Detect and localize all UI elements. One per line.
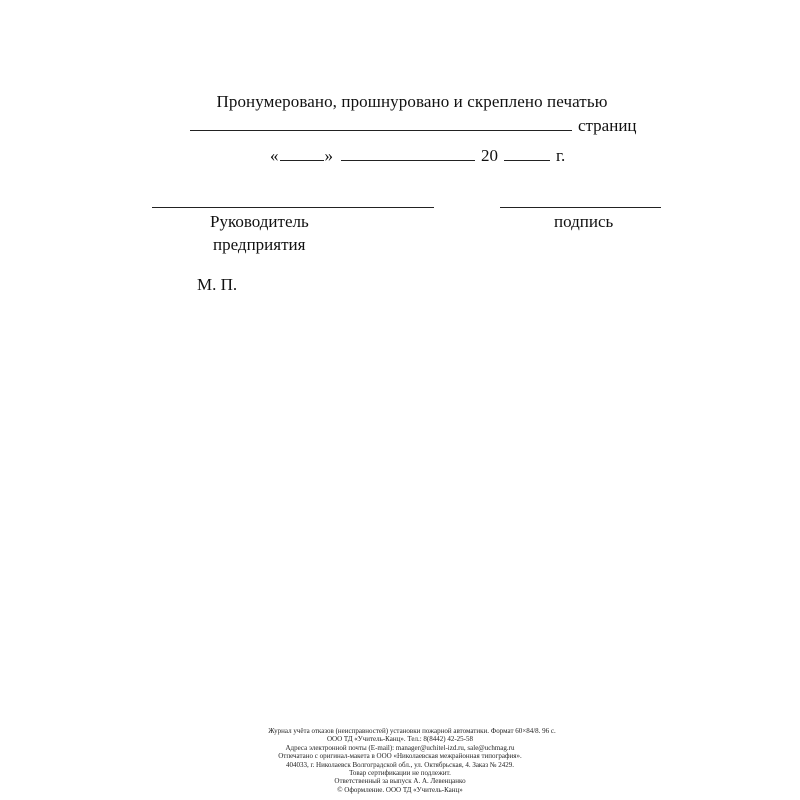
imprint-line: Адреса электронной почты (E-mail): manager@uchitel-izd.ru, sale@uchmag.ru (285, 743, 515, 752)
imprint-line: Журнал учёта отказов (неисправностей) установки пожарной автоматики. Формат 60×84/8. 96 с. (268, 727, 556, 735)
director-name-line (152, 207, 434, 208)
open-quote: « (270, 146, 279, 165)
imprint-line: ООО ТД «Учитель-Канц». Тел.: 8(8442) 42-25-58 (327, 735, 473, 744)
day-blank (280, 146, 324, 161)
pages-count-blank (190, 116, 572, 131)
year-prefix: 20 (481, 146, 498, 165)
director-label: Руководитель (210, 212, 309, 231)
imprint-block (0, 727, 800, 794)
month-blank (341, 146, 475, 161)
year-suffix: г. (556, 146, 566, 165)
imprint-line: Отпечатано с оригинал-макета в ООО «Николаевская межрайонная типография». (278, 752, 522, 761)
signature-label: подпись (554, 212, 614, 231)
year-blank (504, 146, 550, 161)
stamp-label: М. П. (197, 275, 238, 294)
imprint-line: 404033, г. Николаевск Волгоградской обл., ул. Октябрьская, 4. Заказ № 2429. (285, 760, 515, 769)
imprint-line: Ответственный за выпуск А. А. Левенцанко (334, 777, 466, 786)
pages-word: страниц (578, 116, 637, 135)
imprint-line: Товар сертификации не подлежит. (349, 769, 451, 778)
certification-heading: Пронумеровано, прошнуровано и скреплено печатью (216, 92, 608, 111)
enterprise-label: предприятия (213, 235, 306, 254)
date-line (270, 146, 565, 166)
pages-count-line (190, 116, 637, 134)
signature-line (500, 207, 661, 208)
close-quote: » (324, 146, 333, 165)
imprint-line: © Оформление. ООО ТД «Учитель-Канц» (337, 785, 463, 794)
